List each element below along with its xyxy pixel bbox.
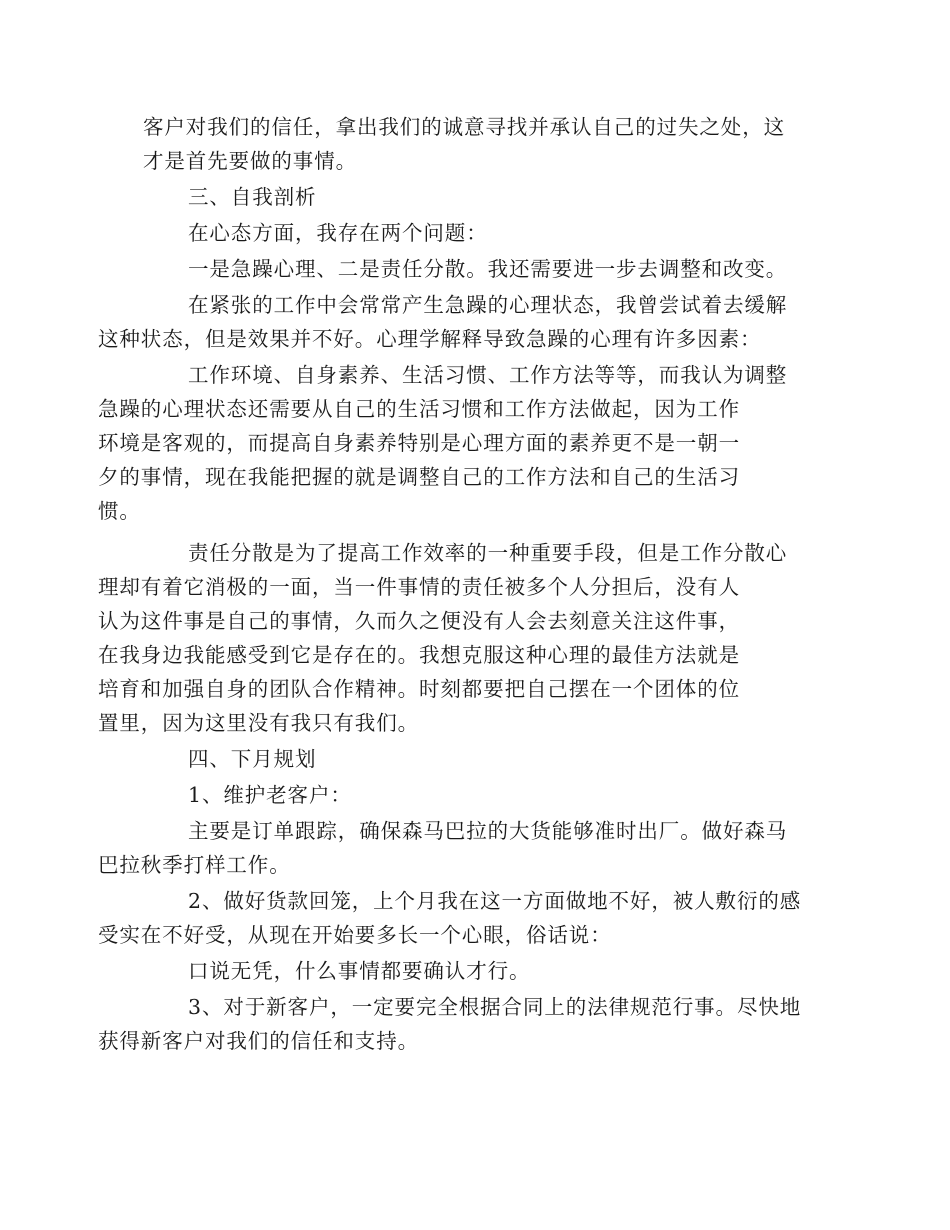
text-line: 1、维护老客户： [188, 783, 352, 807]
text-line: 获得新客户对我们的信任和支持。 [98, 1029, 419, 1053]
text-line: 口说无凭，什么事情都要确认才行。 [188, 959, 531, 983]
text-line: 认为这件事是自己的事情，久而久之便没有人会去刻意关注这件事， [98, 609, 740, 633]
text-line: 在我身边我能感受到它是存在的。我想克服这种心理的最佳方法就是 [98, 643, 740, 667]
paragraph [98, 358, 811, 528]
paragraph [143, 216, 811, 250]
paragraph [143, 252, 811, 286]
text-line: 工作环境、自身素养、生活习惯、工作方法等等，而我认为调整 [188, 363, 788, 387]
document-body [98, 110, 811, 1060]
text-line: 理却有着它消极的一面，当一件事情的责任被多个人分担后，没有人 [98, 575, 740, 599]
paragraph [143, 954, 811, 988]
paragraph [98, 884, 811, 952]
text-line: 培育和加强自身的团队合作精神。时刻都要把自己摆在一个团体的位 [98, 677, 740, 701]
text-line: 巴拉秋季打样工作。 [98, 853, 291, 877]
text-line: 2、做好货款回笼，上个月我在这一方面做地不好，被人敷衍的感 [188, 889, 802, 913]
paragraph [98, 536, 811, 740]
text-line: 3、对于新客户，一定要完全根据合同上的法律规范行事。尽快地 [188, 995, 802, 1019]
text-line: 才是首先要做的事情。 [143, 149, 357, 173]
section-heading [143, 742, 811, 776]
text-line: 四、下月规划 [188, 747, 317, 771]
paragraph [98, 990, 811, 1058]
paragraph [143, 778, 811, 812]
text-line: 环境是客观的，而提高自身素养特别是心理方面的素养更不是一朝一 [98, 431, 740, 455]
text-line: 三、自我剖析 [188, 185, 317, 209]
section-heading [143, 180, 811, 214]
text-line: 夕的事情，现在我能把握的就是调整自己的工作方法和自己的生活习 [98, 465, 740, 489]
text-line: 这种状态，但是效果并不好。心理学解释导致急躁的心理有许多因素： [98, 327, 762, 351]
text-line: 在紧张的工作中会常常产生急躁的心理状态，我曾尝试着去缓解 [188, 293, 788, 317]
text-line: 责任分散是为了提高工作效率的一种重要手段，但是工作分散心 [188, 541, 788, 565]
text-line: 一是急躁心理、二是责任分散。我还需要进一步去调整和改变。 [188, 257, 788, 281]
text-line: 惯。 [98, 499, 141, 523]
text-line: 客户对我们的信任，拿出我们的诚意寻找并承认自己的过失之处，这 [143, 115, 785, 139]
text-line: 置里，因为这里没有我只有我们。 [98, 711, 419, 735]
text-line: 急躁的心理状态还需要从自己的生活习惯和工作方法做起，因为工作 [98, 397, 740, 421]
text-line: 在心态方面，我存在两个问题： [188, 221, 488, 245]
paragraph [98, 288, 811, 356]
text-line: 主要是订单跟踪，确保森马巴拉的大货能够准时出厂。做好森马 [188, 819, 788, 843]
paragraph [98, 814, 811, 882]
text-line: 受实在不好受，从现在开始要多长一个心眼，俗话说： [98, 923, 612, 947]
paragraph [143, 110, 811, 178]
